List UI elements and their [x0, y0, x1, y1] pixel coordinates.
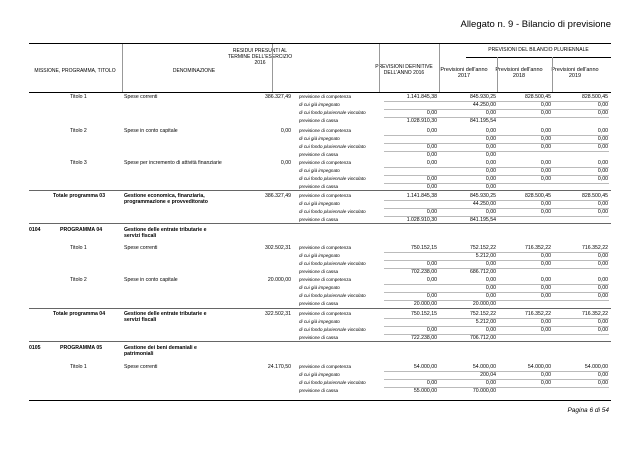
- cell-value: 702.238,00: [411, 269, 437, 275]
- titolo-label: Titolo 1: [70, 94, 87, 100]
- residui-value: 0,00: [280, 160, 291, 166]
- row-label-impegnato: di cui già impegnato: [299, 253, 340, 258]
- cell-value: 0,00: [597, 201, 608, 207]
- row-label-cassa: previsione di cassa: [299, 388, 339, 393]
- residui-value: 322.502,31: [265, 311, 291, 317]
- cell-value: 20.000,00: [472, 301, 496, 307]
- cell-value: 0,00: [426, 128, 437, 134]
- row-label-cassa: previsione di cassa: [299, 335, 339, 340]
- cell-value: 0,00: [485, 144, 496, 150]
- residui-value: 386.327,49: [265, 94, 291, 100]
- cell-value: 0,00: [540, 201, 551, 207]
- cell-value: 686.712,00: [470, 269, 496, 275]
- row-label-impegnato: di cui già impegnato: [299, 201, 340, 206]
- cell-value: 0,00: [426, 160, 437, 166]
- header-anno-2019: Previsioni dell'anno 2019: [551, 67, 599, 79]
- cell-value: 0,00: [485, 160, 496, 166]
- cell-value: 716.352,22: [582, 245, 608, 251]
- cell-value: 0,00: [485, 277, 496, 283]
- programma-heading: PROGRAMMA 04: [60, 227, 103, 233]
- cell-value: 722.238,00: [411, 335, 437, 341]
- titolo-label: Titolo 2: [70, 128, 87, 134]
- cell-value: 0,00: [597, 293, 608, 299]
- row-label-cassa: previsione di cassa: [299, 301, 339, 306]
- titolo-label: Titolo 3: [70, 160, 87, 166]
- header-residui: RESIDUI PRESUNTI AL TERMINE DELL'ESERCIZIO 2016: [227, 48, 293, 66]
- section-divider: [29, 223, 611, 224]
- cell-value: 0,00: [540, 144, 551, 150]
- cell-value: 0,00: [597, 128, 608, 134]
- cell-value: 828.500,45: [582, 193, 608, 199]
- cell-value: 0,00: [597, 327, 608, 333]
- cell-value: 750.152,15: [411, 245, 437, 251]
- row-label-competenza: previsione di competenza: [299, 277, 352, 282]
- cell-value: 0,00: [426, 152, 437, 158]
- cell-value: 841.195,54: [470, 118, 496, 124]
- denominazione: Gestione delle entrate tributarie e servizi fiscali: [124, 227, 207, 239]
- row-label-fpv: di cui fondo pluriennale vincolato: [299, 176, 366, 181]
- cell-value: 0,00: [597, 102, 608, 108]
- cell-value: 0,00: [597, 168, 608, 174]
- cell-value: 0,00: [597, 110, 608, 116]
- cell-value: 0,00: [485, 327, 496, 333]
- row-label-fpv: di cui fondo pluriennale vincolato: [299, 380, 366, 385]
- row-label-competenza: previsione di competenza: [299, 160, 352, 165]
- header-anno-2017: Previsioni dell'anno 2017: [440, 67, 488, 79]
- document-title: Allegato n. 9 - Bilancio di previsione: [460, 19, 611, 30]
- row-label-fpv: di cui fondo pluriennale vincolato: [299, 293, 366, 298]
- section-divider: [29, 308, 611, 309]
- cell-value: 716.352,22: [525, 245, 551, 251]
- residui-value: 20.000,00: [267, 277, 291, 283]
- cell-value: 0,00: [485, 110, 496, 116]
- titolo-label: Titolo 1: [70, 245, 87, 251]
- denominazione: Gestione delle entrate tributarie e servizi fiscali: [124, 311, 207, 323]
- row-label-competenza: previsione di competenza: [299, 364, 352, 369]
- cell-value: 5.212,00: [475, 319, 496, 325]
- row-label-competenza: previsione di competenza: [299, 128, 352, 133]
- cell-value: 20.000,00: [413, 301, 437, 307]
- cell-value: 828.500,45: [525, 193, 551, 199]
- cell-value: 0,00: [426, 176, 437, 182]
- cell-value: 0,00: [485, 261, 496, 267]
- page-number: Pagina 6 di 54: [567, 407, 609, 414]
- cell-value: 841.195,54: [470, 217, 496, 223]
- residui-value: 386.327,49: [265, 193, 291, 199]
- cell-value: 54.000,00: [413, 364, 437, 370]
- cell-value: 1.141.845,38: [406, 193, 437, 199]
- row-label-competenza: previsione di competenza: [299, 311, 352, 316]
- row-label-impegnato: di cui già impegnato: [299, 136, 340, 141]
- cell-value: 716.352,22: [582, 311, 608, 317]
- cell-value: 0,00: [485, 152, 496, 158]
- header-pluriennale: PREVISIONI DEL BILANCIO PLURIENNALE: [466, 44, 611, 58]
- row-label-competenza: previsione di competenza: [299, 94, 352, 99]
- row-label-impegnato: di cui già impegnato: [299, 102, 340, 107]
- cell-value: 0,00: [426, 293, 437, 299]
- cell-value: 0,00: [485, 176, 496, 182]
- cell-value: 44.250,00: [472, 201, 496, 207]
- cell-value: 5.212,00: [475, 253, 496, 259]
- cell-value: 0,00: [426, 110, 437, 116]
- cell-value: 0,00: [540, 253, 551, 259]
- cell-value: 0,00: [540, 128, 551, 134]
- cell-value: 44.250,00: [472, 102, 496, 108]
- cell-value: 0,00: [540, 110, 551, 116]
- cell-value: 1.028.910,30: [406, 217, 437, 223]
- cell-value: 0,00: [540, 261, 551, 267]
- header-denominazione: DENOMINAZIONE: [172, 68, 216, 74]
- denominazione: Gestione dei beni demaniali e patrimoniali: [124, 345, 197, 357]
- cell-value: 0,00: [485, 380, 496, 386]
- row-label-fpv: di cui fondo pluriennale vincolato: [299, 209, 366, 214]
- cell-value: 0,00: [426, 277, 437, 283]
- cell-value: 0,00: [485, 184, 496, 190]
- cell-value: 0,00: [597, 160, 608, 166]
- denominazione: Spese in conto capitale: [124, 128, 178, 134]
- cell-value: 0,00: [597, 277, 608, 283]
- cell-value: 828.500,45: [525, 94, 551, 100]
- cell-value: 706.712,00: [470, 335, 496, 341]
- cell-value: 200,04: [480, 372, 496, 378]
- cell-value: 0,00: [426, 380, 437, 386]
- cell-value: 752.152,22: [470, 311, 496, 317]
- cell-value: 750.152,15: [411, 311, 437, 317]
- residui-value: 0,00: [280, 128, 291, 134]
- table-body: [29, 91, 611, 401]
- cell-value: 0,00: [597, 372, 608, 378]
- header-previsioni-definitive: PREVISIONI DEFINITIVE DELL'ANNO 2016: [375, 64, 433, 76]
- cell-value: 0,00: [485, 209, 496, 215]
- row-label-cassa: previsione di cassa: [299, 118, 339, 123]
- cell-value: 0,00: [597, 253, 608, 259]
- header-anno-2018: Previsioni dell'anno 2018: [495, 67, 543, 79]
- cell-value: 0,00: [597, 319, 608, 325]
- cell-value: 0,00: [485, 293, 496, 299]
- cell-value: 0,00: [597, 209, 608, 215]
- cell-value: 0,00: [540, 293, 551, 299]
- programma-code: 0105: [29, 345, 41, 351]
- row-label-impegnato: di cui già impegnato: [299, 168, 340, 173]
- cell-value: 0,00: [540, 176, 551, 182]
- denominazione: Spese in conto capitale: [124, 277, 178, 283]
- totale-programma: Totale programma 04: [53, 311, 106, 317]
- cell-value: 0,00: [485, 168, 496, 174]
- totale-programma: Totale programma 03: [53, 193, 106, 199]
- cell-value: 0,00: [426, 327, 437, 333]
- cell-value: 0,00: [485, 285, 496, 291]
- section-divider: [29, 190, 611, 191]
- denominazione: Spese correnti: [124, 364, 158, 370]
- cell-value: 54.000,00: [527, 364, 551, 370]
- programma-code: 0104: [29, 227, 41, 233]
- row-label-cassa: previsione di cassa: [299, 269, 339, 274]
- cell-value: 0,00: [426, 209, 437, 215]
- denominazione: Spese correnti: [124, 94, 158, 100]
- cell-value: 0,00: [540, 136, 551, 142]
- row-label-fpv: di cui fondo pluriennale vincolato: [299, 261, 366, 266]
- cell-value: 0,00: [597, 144, 608, 150]
- residui-value: 24.170,50: [267, 364, 291, 370]
- cell-value: 752.152,22: [470, 245, 496, 251]
- denominazione: Gestione economica, finanziaria, programmazione e provveditorato: [124, 193, 208, 205]
- cell-value: 0,00: [426, 184, 437, 190]
- cell-value: 0,00: [485, 128, 496, 134]
- cell-value: 0,00: [540, 277, 551, 283]
- cell-value: 0,00: [426, 144, 437, 150]
- row-label-cassa: previsione di cassa: [299, 152, 339, 157]
- cell-value: 54.000,00: [472, 364, 496, 370]
- denominazione: Spese correnti: [124, 245, 158, 251]
- cell-value: 845.930,25: [470, 94, 496, 100]
- denominazione: Spese per incremento di attività finanziarie: [124, 160, 222, 166]
- titolo-label: Titolo 2: [70, 277, 87, 283]
- table-header: [29, 43, 611, 93]
- programma-heading: PROGRAMMA 05: [60, 345, 103, 351]
- cell-value: 1.141.845,38: [406, 94, 437, 100]
- cell-value: 0,00: [540, 168, 551, 174]
- row-label-cassa: previsione di cassa: [299, 217, 339, 222]
- cell-value: 0,00: [540, 209, 551, 215]
- cell-value: 70.000,00: [472, 388, 496, 394]
- section-divider: [29, 341, 611, 342]
- cell-value: 0,00: [597, 136, 608, 142]
- cell-value: 0,00: [540, 372, 551, 378]
- cell-value: 845.930,25: [470, 193, 496, 199]
- cell-value: 0,00: [540, 102, 551, 108]
- cell-value: 0,00: [597, 380, 608, 386]
- cell-value: 0,00: [426, 261, 437, 267]
- row-label-impegnato: di cui già impegnato: [299, 285, 340, 290]
- cell-value: 0,00: [540, 380, 551, 386]
- cell-value: 0,00: [540, 327, 551, 333]
- cell-value: 0,00: [540, 319, 551, 325]
- cell-value: 0,00: [597, 176, 608, 182]
- cell-value: 0,00: [540, 285, 551, 291]
- row-label-cassa: previsione di cassa: [299, 184, 339, 189]
- row-label-impegnato: di cui già impegnato: [299, 372, 340, 377]
- cell-value: 54.000,00: [584, 364, 608, 370]
- cell-value: 55.000,00: [413, 388, 437, 394]
- cell-value: 0,00: [485, 136, 496, 142]
- row-label-impegnato: di cui già impegnato: [299, 319, 340, 324]
- cell-value: 0,00: [540, 160, 551, 166]
- cell-value: 1.028.910,30: [406, 118, 437, 124]
- row-label-fpv: di cui fondo pluriennale vincolato: [299, 144, 366, 149]
- titolo-label: Titolo 1: [70, 364, 87, 370]
- cell-value: 828.500,45: [582, 94, 608, 100]
- cell-value: 716.352,22: [525, 311, 551, 317]
- row-label-competenza: previsione di competenza: [299, 193, 352, 198]
- cell-value: 0,00: [597, 261, 608, 267]
- residui-value: 302.502,31: [265, 245, 291, 251]
- row-label-fpv: di cui fondo pluriennale vincolato: [299, 110, 366, 115]
- cell-value: 0,00: [597, 285, 608, 291]
- row-label-fpv: di cui fondo pluriennale vincolato: [299, 327, 366, 332]
- row-label-competenza: previsione di competenza: [299, 245, 352, 250]
- header-missione: MISSIONE, PROGRAMMA, TITOLO: [34, 68, 116, 74]
